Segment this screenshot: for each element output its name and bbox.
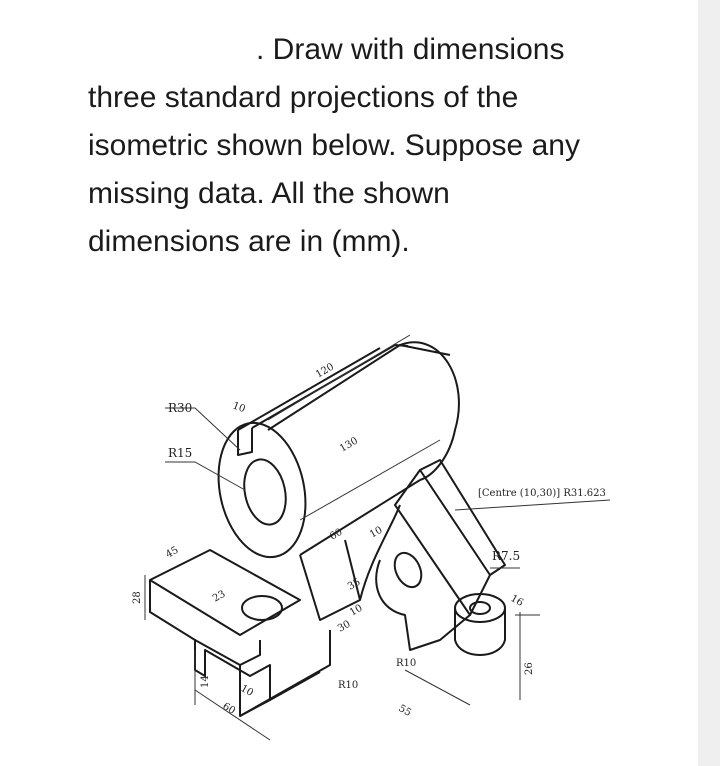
base-left-hole xyxy=(242,596,282,620)
label-10-top: 10 xyxy=(230,400,247,416)
label-35: 35 xyxy=(346,576,363,593)
cylinder-bore xyxy=(239,456,292,529)
dim-leader-centre xyxy=(455,500,610,510)
label-r30: R30 xyxy=(168,401,193,415)
label-14: 14 xyxy=(200,675,211,688)
dim-line-26 xyxy=(515,612,540,700)
label-60b: 60 xyxy=(220,701,238,717)
base-left-top xyxy=(150,550,300,635)
dim-line-55 xyxy=(405,670,470,705)
label-r10a: R10 xyxy=(396,658,417,669)
dim-line-120 xyxy=(268,335,410,420)
cylinder-top-edge xyxy=(268,345,450,430)
question-line-3: isometric shown below. Suppose any xyxy=(88,129,580,162)
label-r15: R15 xyxy=(168,446,193,460)
label-10a: 10 xyxy=(368,524,385,541)
arm-hole xyxy=(390,549,427,592)
web-curve xyxy=(360,505,400,600)
label-r75: R7.5 xyxy=(492,549,521,563)
boss-top xyxy=(455,594,505,622)
cylinder-slot xyxy=(238,345,408,455)
label-30: 30 xyxy=(336,618,353,635)
page-sidebar xyxy=(698,0,720,766)
cylinder-bottom-edge xyxy=(300,480,420,555)
label-55: 55 xyxy=(396,703,414,719)
label-26: 26 xyxy=(524,662,535,675)
boss-side xyxy=(455,608,505,655)
label-45: 45 xyxy=(164,544,181,561)
question-line-2: three standard projections of the xyxy=(88,81,519,114)
question-line-1: . Draw with dimensions xyxy=(256,33,565,66)
label-10c: 10 xyxy=(238,683,256,699)
label-23: 23 xyxy=(211,588,228,605)
label-centre: [Centre (10,30)] R31.623 xyxy=(478,488,606,499)
label-16: 16 xyxy=(508,593,526,609)
cylinder-front-face xyxy=(207,415,317,565)
label-60a: 60 xyxy=(328,526,345,543)
label-120: 120 xyxy=(314,361,337,381)
label-10b: 10 xyxy=(348,602,365,619)
question-line-4: missing data. All the shown xyxy=(88,177,450,210)
label-28: 28 xyxy=(132,591,143,604)
label-130: 130 xyxy=(338,435,361,455)
cylinder-back-arc xyxy=(400,342,459,480)
question-line-5: dimensions are in (mm). xyxy=(88,225,410,258)
dim-leader-r15 xyxy=(165,462,245,490)
label-r10b: R10 xyxy=(338,680,359,691)
